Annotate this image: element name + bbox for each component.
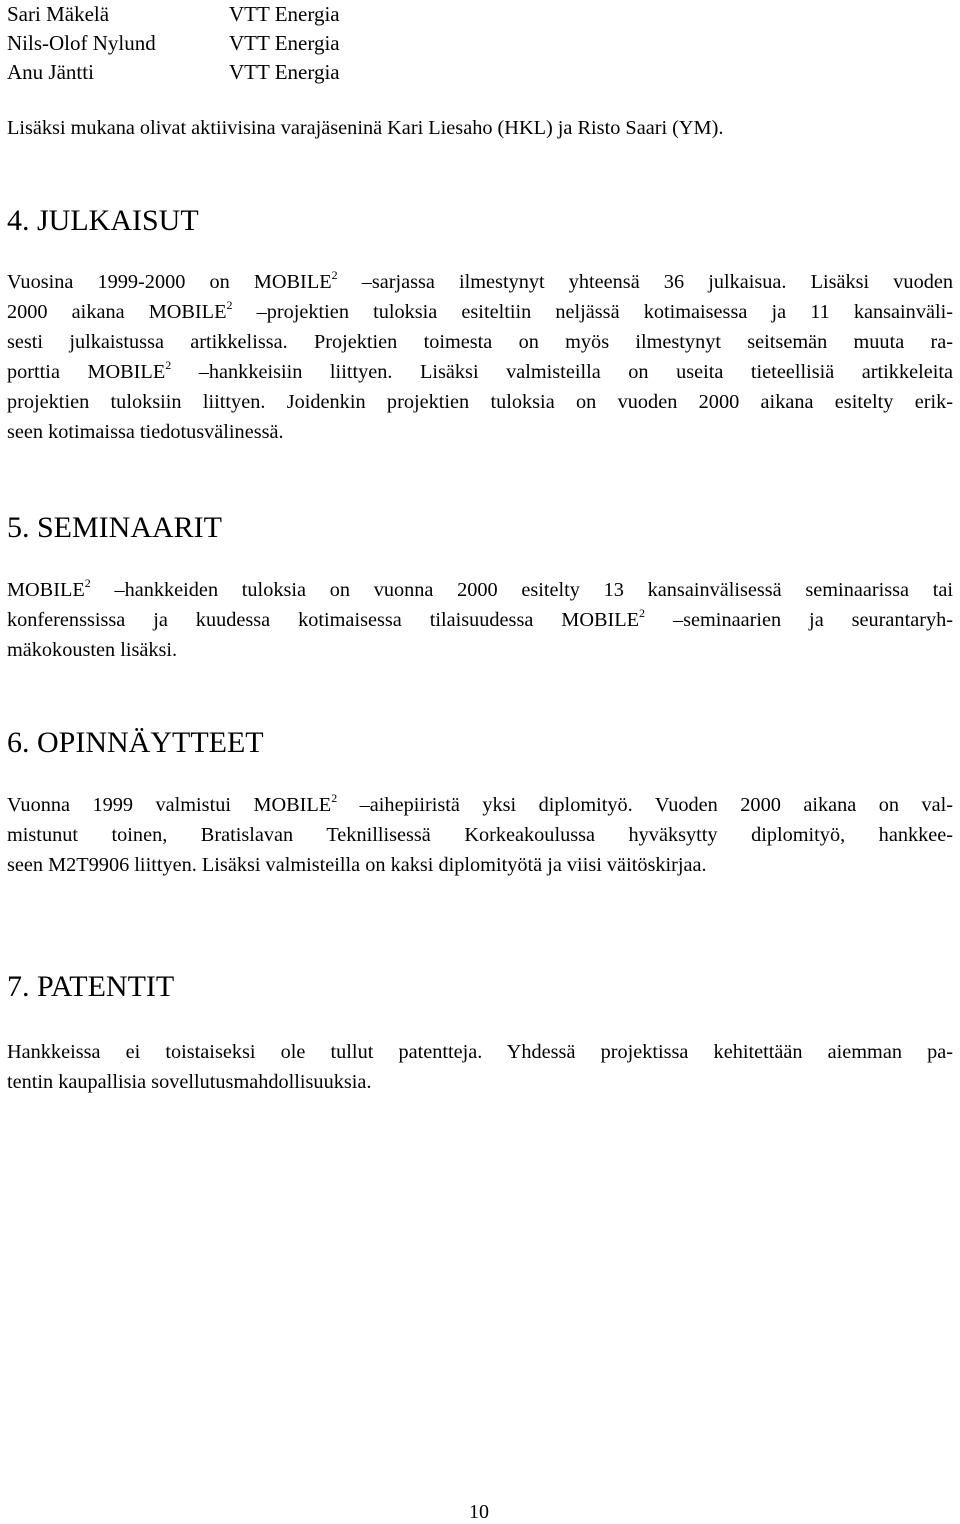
person-name: Nils-Olof Nylund <box>7 31 156 55</box>
paragraph-line: 2000 aikana MOBILE$^2$ –projektien tuloksia esiteltiin neljässä kotimaisessa ja 11 kansainväli- <box>7 298 953 323</box>
document-page <box>7 0 953 1524</box>
paragraph-line: projektien tuloksiin liittyen. Joidenkin projektien tuloksia on vuoden 2000 aikana esitelty erik- <box>7 391 953 413</box>
paragraph-line: mäkokousten lisäksi. <box>7 639 178 661</box>
paragraph-line: Lisäksi mukana olivat aktiivisina varajäseninä Kari Liesaho (HKL) ja Risto Saari (YM). <box>7 117 724 139</box>
person-row <box>7 29 340 58</box>
paragraph-line: tentin kaupallisia sovellutusmahdollisuuksia. <box>7 1071 372 1093</box>
page-number: 10 <box>469 1501 489 1523</box>
section-patentit <box>7 969 953 1005</box>
paragraph-line: mistunut toinen, Bratislavan Teknillisessä Korkeakoulussa hyväksytty diplomityö, hankkee- <box>7 824 953 846</box>
person-organization: VTT Energia <box>229 31 340 55</box>
paragraph-line: Vuonna 1999 valmistui MOBILE$^2$ –aihepiiristä yksi diplomityö. Vuoden 2000 aikana on val- <box>7 791 953 816</box>
section-heading: 7. PATENTIT <box>7 970 175 1003</box>
section-heading: 6. OPINNÄYTTEET <box>7 726 264 759</box>
section-opinnaytteet <box>7 725 953 761</box>
opinnaytteet-paragraph <box>7 790 953 880</box>
paragraph-line: Hankkeissa ei toistaiseksi ole tullut patentteja. Yhdessä projektissa kehitettään aiemman pa- <box>7 1041 953 1063</box>
paragraph-line: Vuosina 1999-2000 on MOBILE$^2$ –sarjassa ilmestynyt yhteensä 36 julkaisua. Lisäksi vuoden <box>7 268 953 293</box>
paragraph-line: MOBILE$^2$ –hankkeiden tuloksia on vuonna 2000 esitelty 13 kansainvälisessä seminaarissa tai <box>7 576 953 601</box>
person-row <box>7 58 340 87</box>
paragraph-line: porttia MOBILE$^2$ –hankkeisiin liittyen. Lisäksi valmisteilla on useita tieteellisiä artikkeleita <box>7 358 954 383</box>
section-heading: 4. JULKAISUT <box>7 204 199 237</box>
section-heading: 5. SEMINAARIT <box>7 511 222 544</box>
paragraph-line: sesti julkaistussa artikkelissa. Projektien toimesta on myös ilmestynyt seitsemän muuta ra- <box>7 331 953 353</box>
people-list <box>7 0 340 87</box>
seminaarit-paragraph <box>7 575 953 665</box>
paragraph-line: seen kotimaissa tiedotusvälinessä. <box>7 421 284 443</box>
patentit-paragraph <box>7 1037 953 1097</box>
paragraph-line: konferenssissa ja kuudessa kotimaisessa tilaisuudessa MOBILE$^2$ –seminaarien ja seurantaryh- <box>7 606 954 631</box>
julkaisut-paragraph <box>7 267 953 447</box>
section-julkaisut <box>7 203 953 239</box>
person-name: Anu Jäntti <box>7 60 94 84</box>
person-organization: VTT Energia <box>229 2 340 26</box>
person-name: Sari Mäkelä <box>7 2 110 26</box>
person-organization: VTT Energia <box>229 60 340 84</box>
paragraph-line: seen M2T9906 liittyen. Lisäksi valmisteilla on kaksi diplomityötä ja viisi väitöskirjaa. <box>7 854 707 876</box>
section-seminaarit <box>7 510 953 546</box>
person-row <box>7 0 340 29</box>
extra-members-paragraph <box>7 113 953 143</box>
